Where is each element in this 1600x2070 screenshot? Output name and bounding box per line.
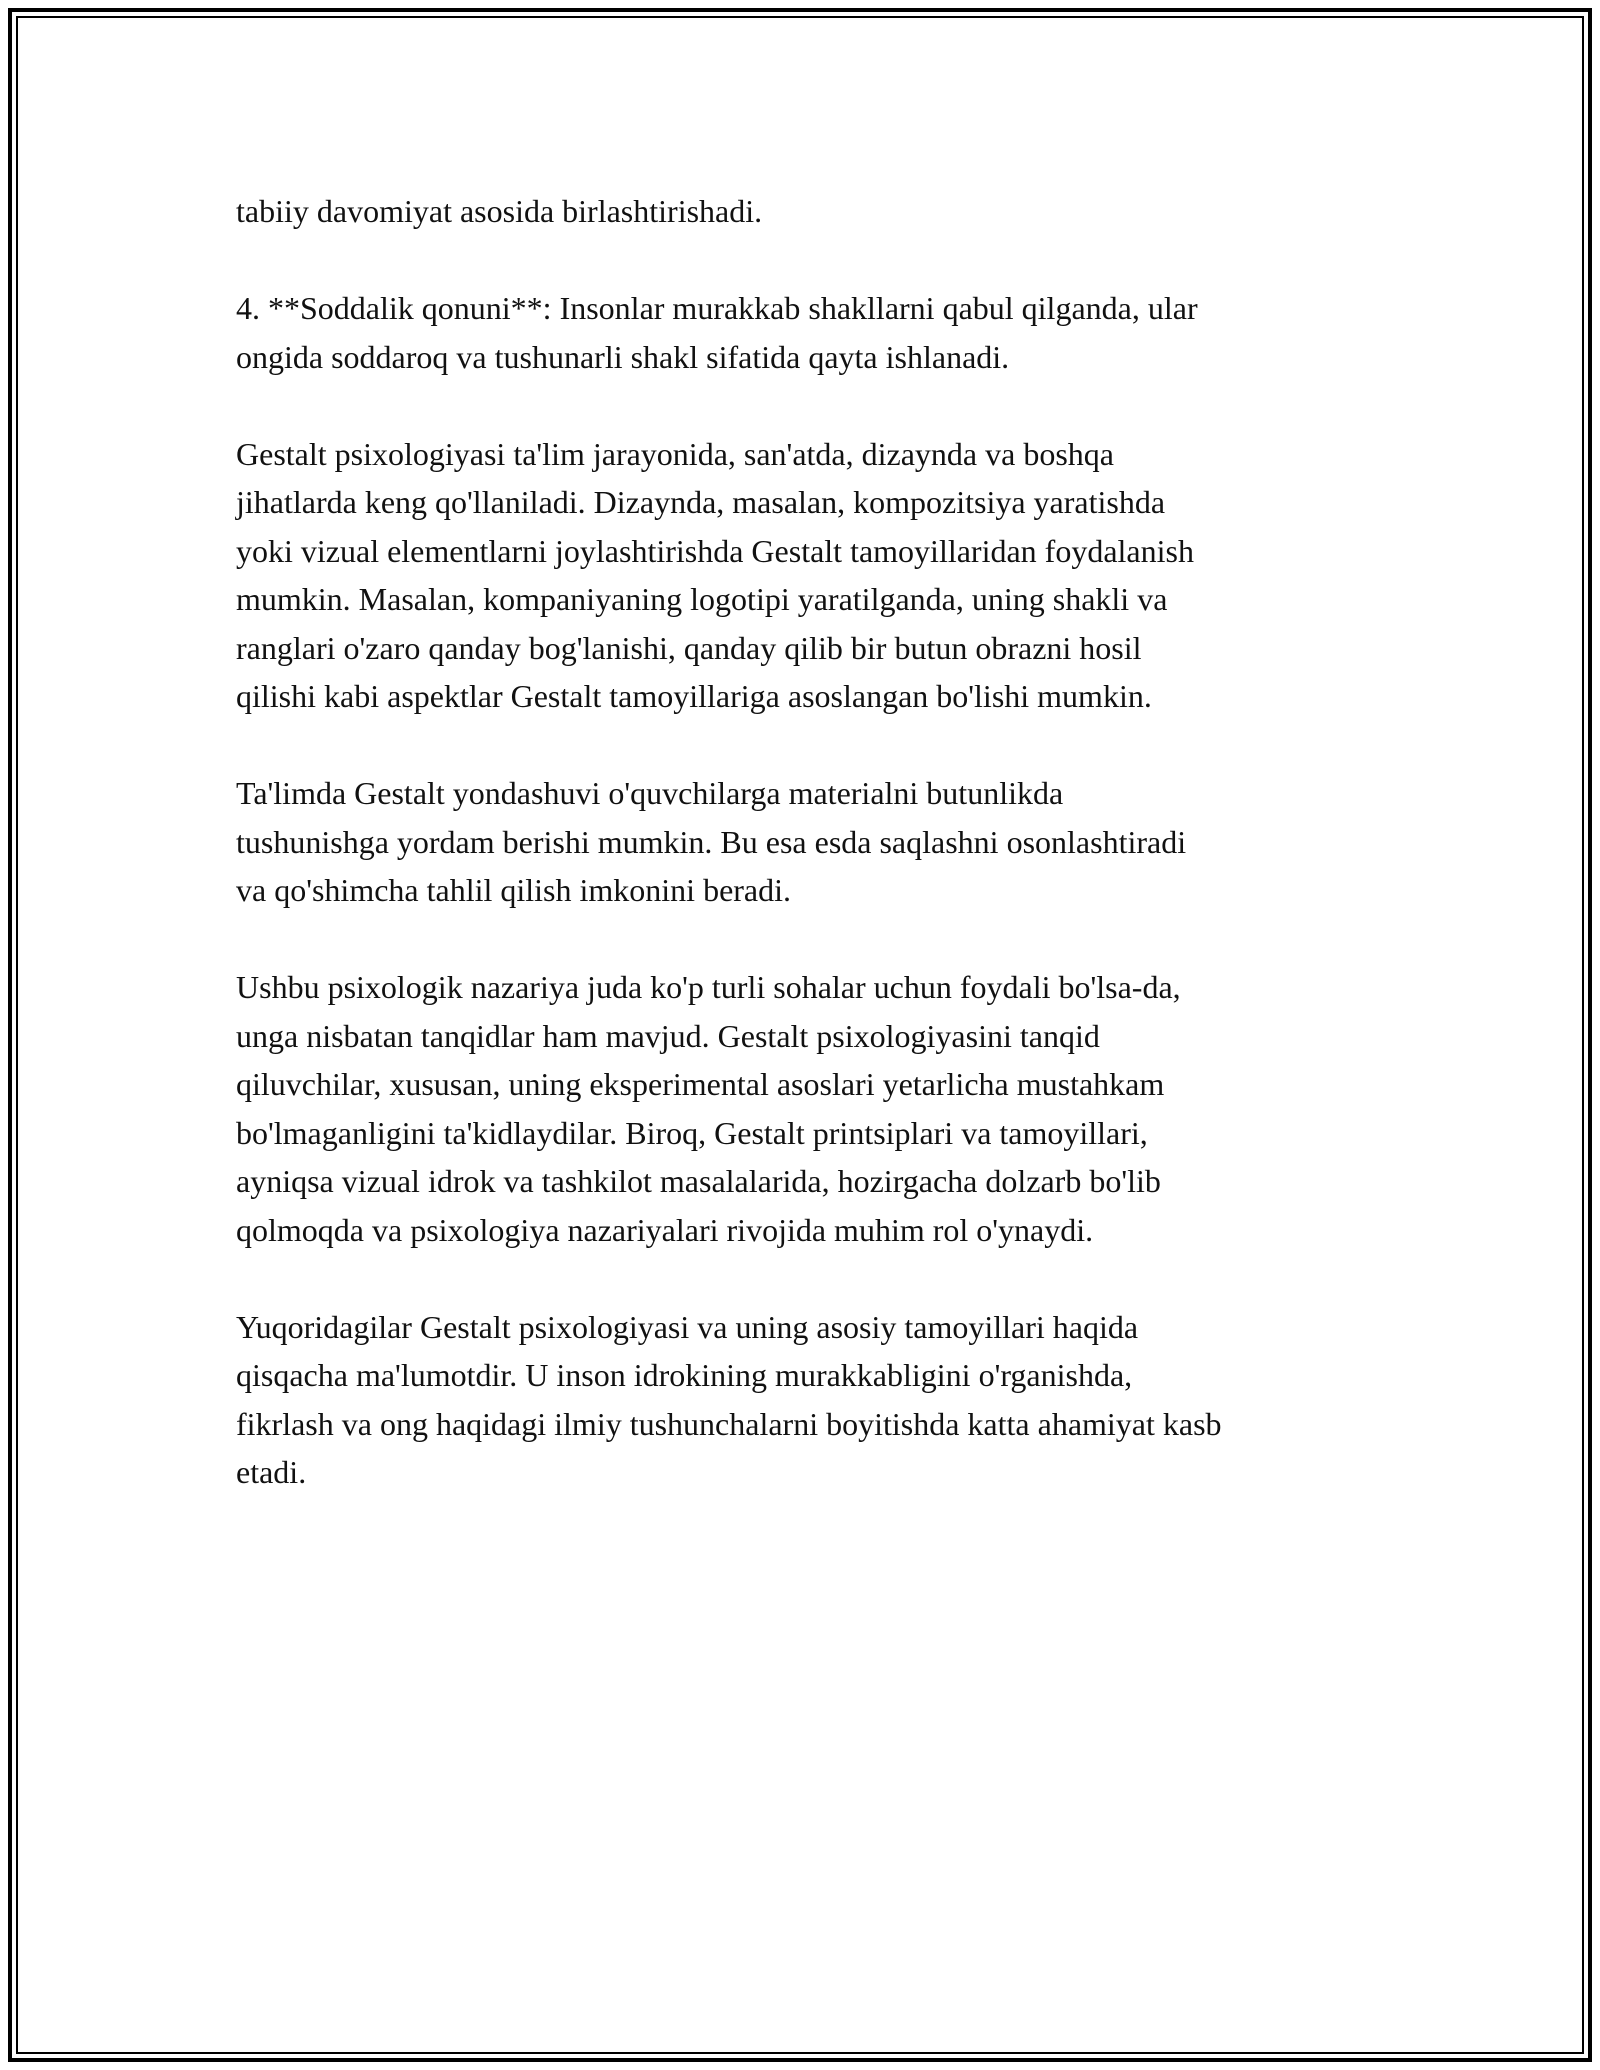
paragraph-simplicity-law (236, 284, 1376, 381)
text-line: qolmoqda va psixologiya nazariyalari rivojida muhim rol o'ynaydi. (236, 1211, 1094, 1248)
document-body (236, 187, 1376, 1545)
paragraph-applications (236, 430, 1376, 721)
text-line: etadi. (236, 1454, 307, 1490)
text-line: ayniqsa vizual idrok va tashkilot masalalarida, hozirgacha dolzarb bo'lib (236, 1163, 1161, 1199)
text-line: qiluvchilar, xususan, uning eksperimental asoslari yetarlicha mustahkam (236, 1066, 1165, 1102)
text-line: tushunishga yordam berishi mumkin. Bu esa esda saqlashni osonlashtiradi (236, 823, 1187, 860)
text-line: Ta'limda Gestalt yondashuvi o'quvchilarga materialni butunlikda (236, 775, 1064, 811)
text-line: jihatlarda keng qo'llaniladi. Dizaynda, masalan, kompozitsiya yaratishda (236, 484, 1166, 520)
text-line: Yuqoridagilar Gestalt psixologiyasi va uning asosiy tamoyillari haqida (236, 1308, 1139, 1345)
paragraph-education (236, 769, 1376, 915)
paragraph-criticism (236, 963, 1376, 1254)
text-line: mumkin. Masalan, kompaniyaning logotipi yaratilganda, uning shakli va (236, 581, 1168, 617)
text-line: tabiiy davomiyat asosida birlashtirishadi. (236, 193, 763, 229)
paragraph-conclusion (236, 1303, 1376, 1497)
text-line: 4. **Soddalik qonuni**: Insonlar murakkab shakllarni qabul qilganda, ular (236, 290, 1198, 326)
text-line: bo'lmaganligini ta'kidlaydilar. Biroq, Gestalt printsiplari va tamoyillari, (236, 1114, 1148, 1151)
text-line: ongida soddaroq va tushunarli shakl sifatida qayta ishlanadi. (236, 338, 1010, 375)
text-line: va qo'shimcha tahlil qilish imkonini beradi. (236, 872, 792, 908)
text-line: Ushbu psixologik nazariya juda ko'p turli sohalar uchun foydali bo'lsa-da, (236, 969, 1181, 1005)
paragraph-continuation (236, 187, 1376, 236)
text-line: qilishi kabi aspektlar Gestalt tamoyillariga asoslangan bo'lishi mumkin. (236, 678, 1152, 714)
text-line: unga nisbatan tanqidlar ham mavjud. Gestalt psixologiyasini tanqid (236, 1017, 1100, 1054)
text-line: fikrlash va ong haqidagi ilmiy tushunchalarni boyitishda katta ahamiyat kasb (236, 1405, 1222, 1442)
text-line: qisqacha ma'lumotdir. U inson idrokining murakkabligini o'rganishda, (236, 1357, 1133, 1393)
text-line: ranglari o'zaro qanday bog'lanishi, qanday qilib bir butun obrazni hosil (236, 629, 1142, 666)
text-line: yoki vizual elementlarni joylashtirishda Gestalt tamoyillaridan foydalanish (236, 532, 1194, 569)
text-line: Gestalt psixologiyasi ta'lim jarayonida, san'atda, dizaynda va boshqa (236, 435, 1114, 472)
